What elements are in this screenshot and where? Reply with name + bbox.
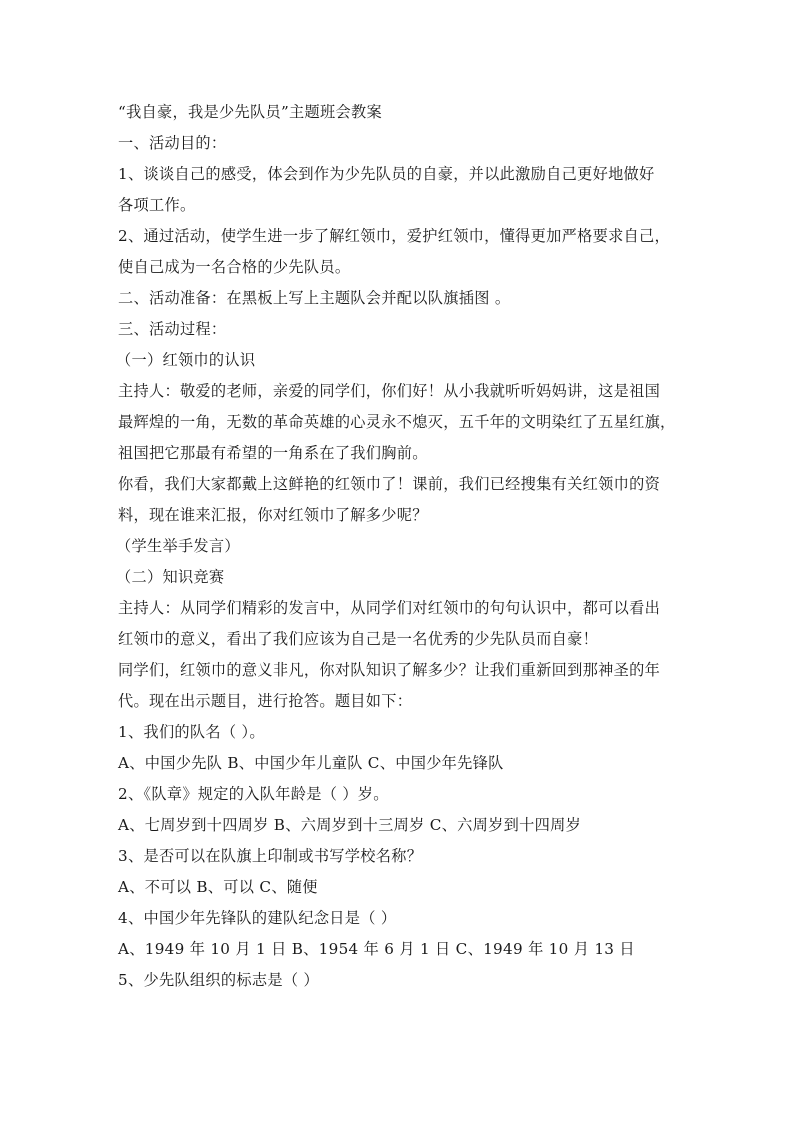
document-line: 最辉煌的一角，无数的革命英雄的心灵永不熄灭，五千年的文明染红了五星红旗，: [118, 413, 676, 431]
document-line: （一）红领巾的认识: [116, 351, 256, 369]
document-line: A、1949 年 10 月 1 日 B、1954 年 6 月 1 日 C、1949 年 10 月 13 日: [118, 940, 635, 958]
document-line: 1、谈谈自己的感受，体会到作为少先队员的自豪，并以此激励自己更好地做好: [118, 165, 655, 183]
document-line: A、中国少先队 B、中国少年儿童队 C、中国少年先锋队: [118, 754, 504, 772]
document-line: 三、活动过程：: [118, 320, 227, 338]
document-body: [118, 128, 678, 996]
document-line: 你看，我们大家都戴上这鲜艳的红领巾了！课前，我们已经搜集有关红领巾的资: [118, 475, 661, 493]
document-line: 料，现在谁来汇报，你对红领巾了解多少呢？: [118, 506, 428, 524]
document-line: 2、通过活动，使学生进一步了解红领巾，爱护红领巾，懂得更加严格要求自己，: [118, 227, 671, 245]
document-line: A、七周岁到十四周岁 B、六周岁到十三周岁 C、六周岁到十四周岁: [118, 816, 582, 834]
document-page: [118, 97, 678, 996]
document-line: 祖国把它那最有希望的一角系在了我们胸前。: [118, 444, 428, 462]
document-line: 2、《队章》规定的入队年龄是（ ）岁。: [118, 785, 389, 803]
document-line: 4、中国少年先锋队的建队纪念日是（ ）: [118, 909, 397, 927]
document-line: 同学们，红领巾的意义非凡，你对队知识了解多少？让我们重新回到那神圣的年: [118, 661, 661, 679]
document-line: 二、活动准备：在黑板上写上主题队会并配以队旗插图 。: [118, 289, 511, 307]
document-line: 一、活动目的：: [118, 134, 227, 152]
document-line: （学生举手发言）: [116, 537, 240, 555]
document-line: 5、少先队组织的标志是（ ）: [118, 971, 319, 989]
document-title: “我自豪，我是少先队员”主题班会教案: [118, 103, 382, 121]
document-line: （二）知识竞赛: [116, 568, 225, 586]
document-line: 红领巾的意义，看出了我们应该为自己是一名优秀的少先队员而自豪！: [118, 630, 599, 648]
document-line: 主持人：从同学们精彩的发言中，从同学们对红领巾的句句认识中，都可以看出: [118, 599, 661, 617]
document-line: 使自己成为一名合格的少先队员。: [118, 258, 351, 276]
document-line: 1、我们的队名（ ）。: [118, 723, 265, 741]
document-line: 3、是否可以在队旗上印制或书写学校名称？: [118, 847, 423, 865]
document-line: 代。现在出示题目，进行抢答。题目如下：: [118, 692, 413, 710]
document-line: A、不可以 B、可以 C、随便: [118, 878, 318, 896]
document-line: 主持人：敬爱的老师，亲爱的同学们，你们好！从小我就听听妈妈讲，这是祖国: [118, 382, 661, 400]
document-line: 各项工作。: [118, 196, 196, 214]
